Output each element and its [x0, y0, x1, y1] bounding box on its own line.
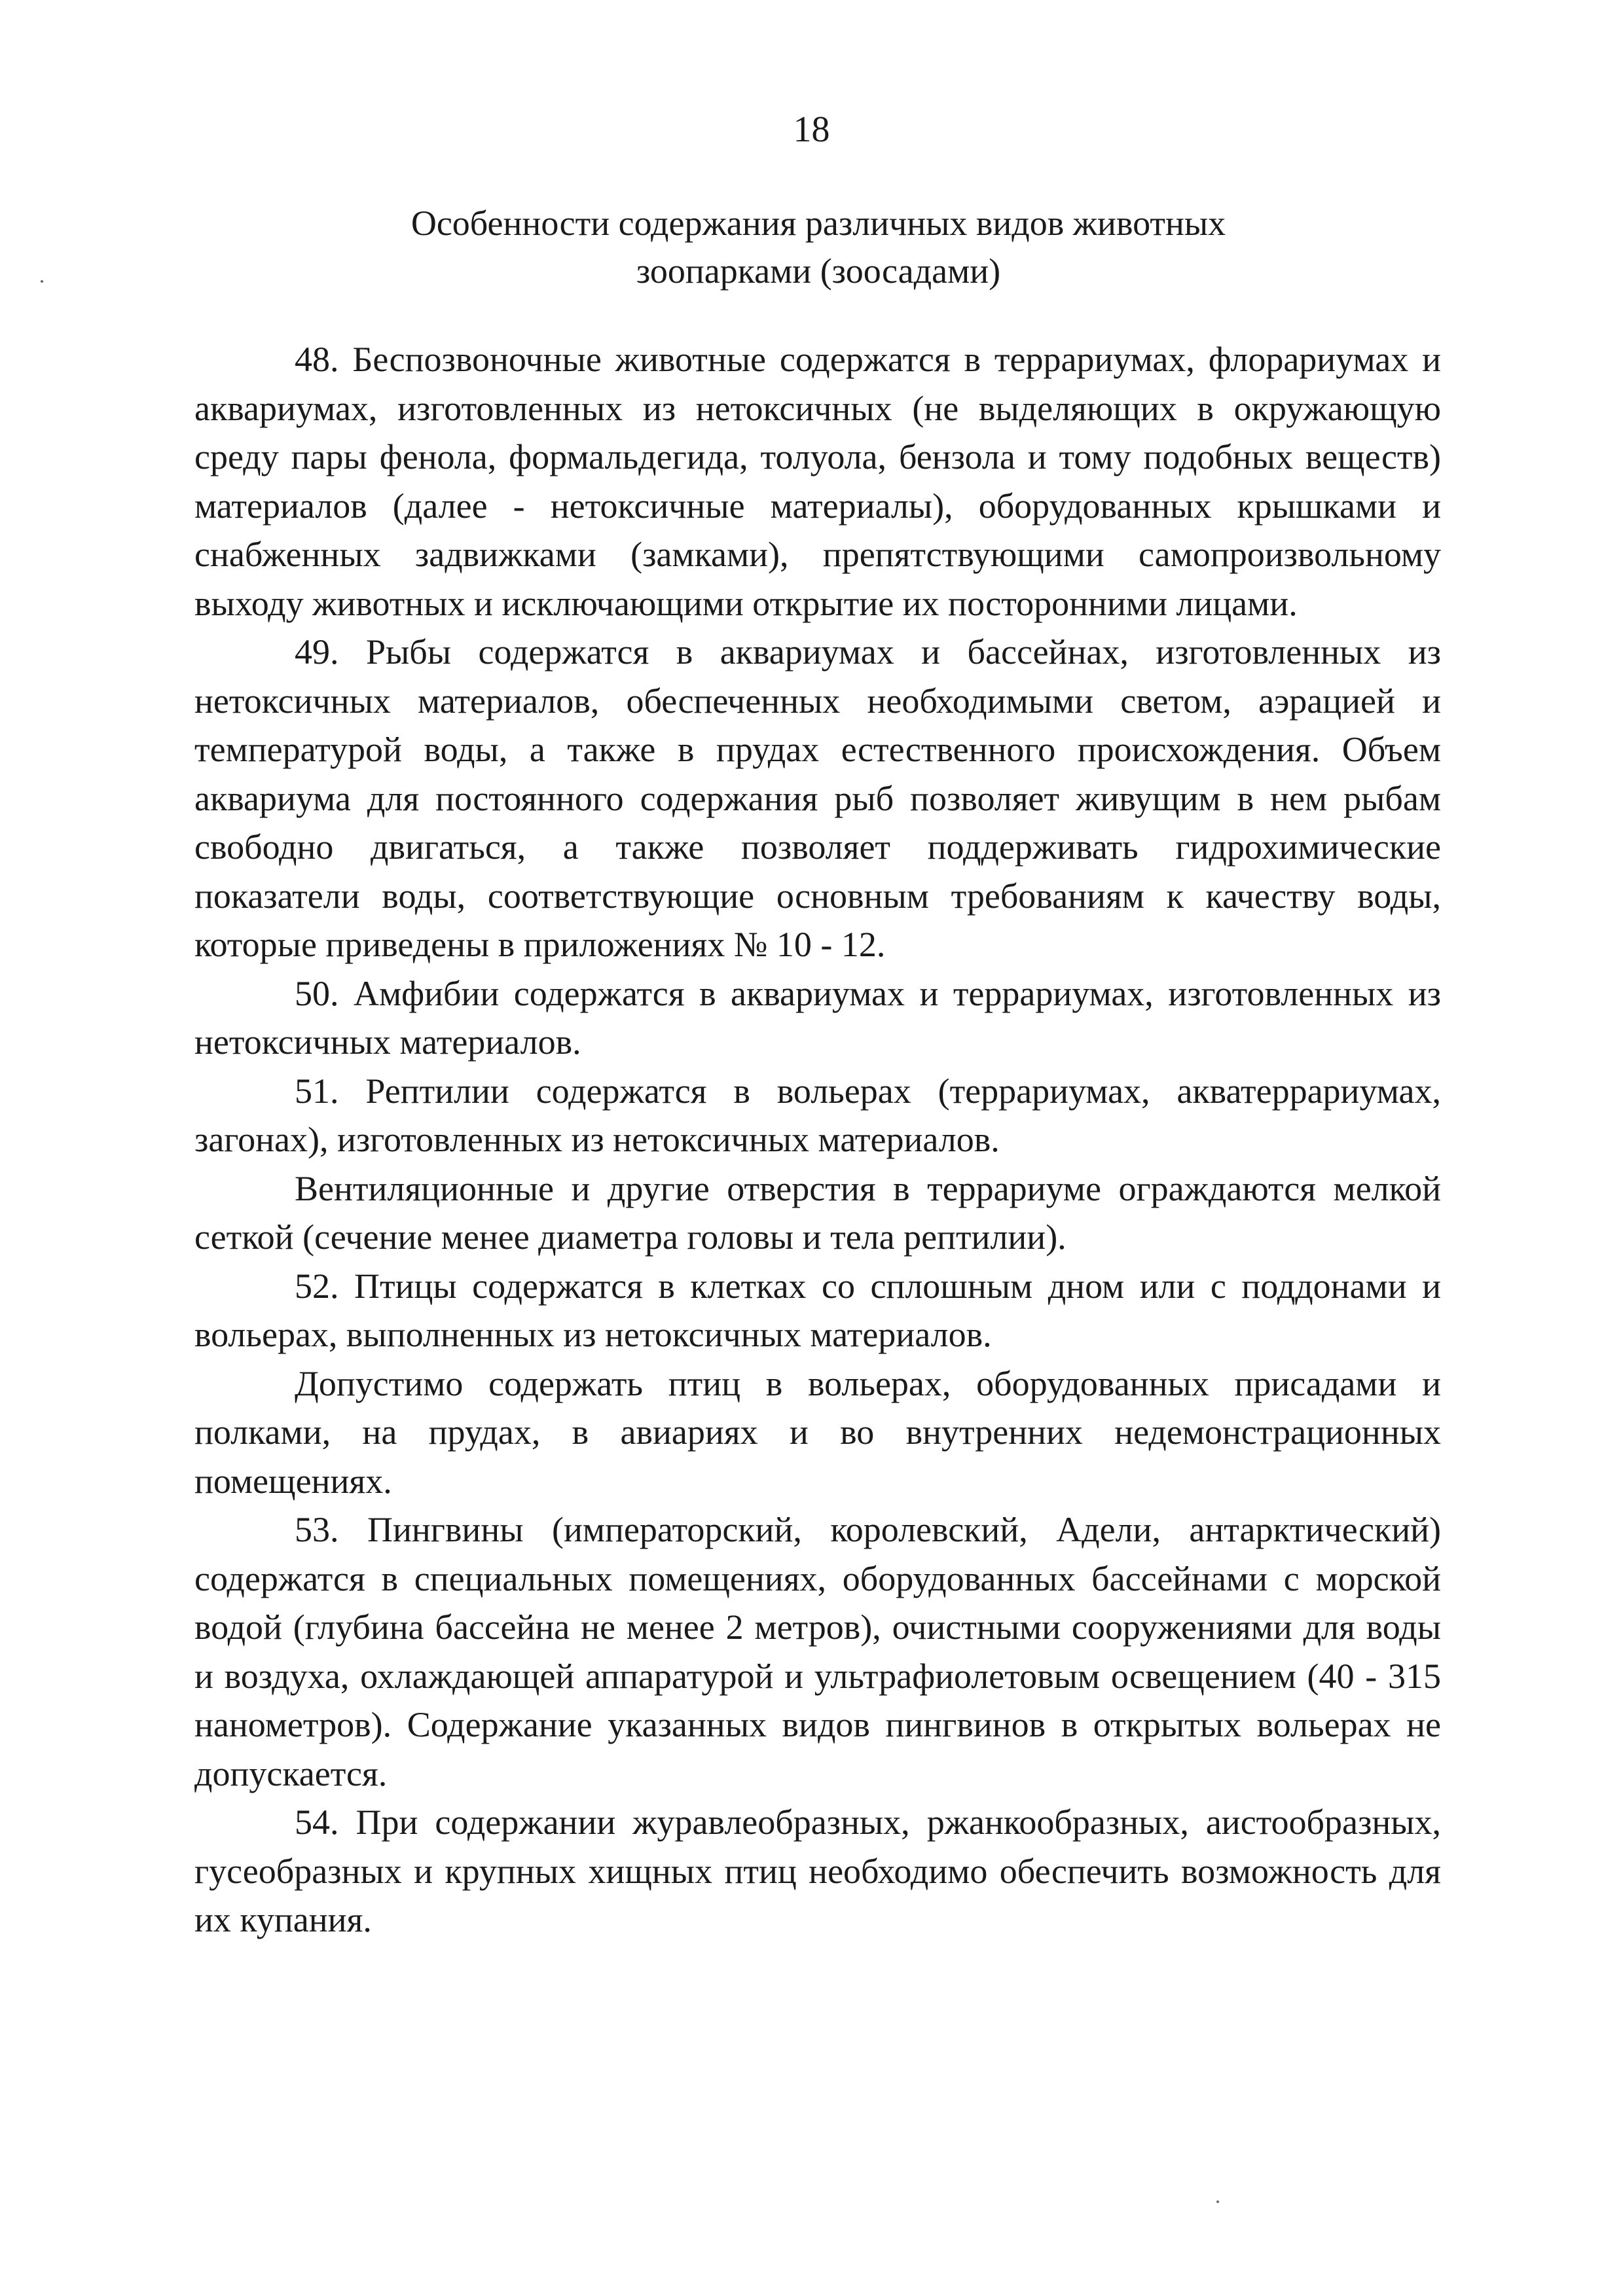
paragraph-53: 53. Пингвины (императорский, королевский, Адели, антарктический) содержатся в специальных помещениях, оборудованных бассейнами с морской водой (глубина бассейна не менее 2 метров), очистными сооружениями для воды и воздуха, охлаждающей аппаратурой и ультрафиолетовым освещением (40 - 315 нанометров). Содержание указанных видов пингвинов в открытых вольерах не допускается.	[194, 1510, 1441, 1793]
paragraph-50: 50. Амфибии содержатся в аквариумах и террариумах, изготовленных из нетоксичных материалов.	[194, 973, 1441, 1062]
paragraph-49: 49. Рыбы содержатся в аквариумах и бассейнах, изготовленных из нетоксичных материалов, обеспеченных необходимыми светом, аэрацией и температурой воды, а также в прудах естественного происхождения. Объем аквариума для постоянного содержания рыб позволяет живущим в нем рыбам свободно двигаться, а также позволяет поддерживать гидрохимические показатели воды, соответствующие основным требованиям к качеству воды, которые приведены в приложениях № 10 - 12.	[194, 632, 1441, 964]
page-number: 18	[793, 109, 830, 150]
scan-speck	[41, 280, 43, 283]
paragraph-51: 51. Рептилии содержатся в вольерах (террариумах, акватеррариумах, загонах), изготовленных из нетоксичных материалов.	[194, 1071, 1441, 1159]
section-title-line-2: зоопарками (зоосадами)	[636, 251, 1001, 291]
body-text	[194, 335, 1441, 1945]
paragraph-54: 54. При содержании журавлеобразных, ржанкообразных, аистообразных, гусеобразных и крупных хищных птиц необходимо обеспечить возможность для их купания.	[194, 1803, 1441, 1939]
paragraph-52: 52. Птицы содержатся в клетках со сплошным дном или с поддонами и вольерах, выполненных из нетоксичных материалов.	[194, 1266, 1441, 1354]
section-title	[196, 200, 1440, 295]
paragraph-48: 48. Беспозвоночные животные содержатся в террариумах, флорариумах и аквариумах, изготовленных из нетоксичных (не выделяющих в окружающую среду пары фенола, формальдегида, толуола, бензола и тому подобных веществ) материалов (далее - нетоксичные материалы), оборудованных крышками и снабженных задвижками (замками), препятствующими самопроизвольному выходу животных и исключающими открытие их посторонними лицами.	[194, 340, 1441, 623]
paragraph-52-aviaries: Допустимо содержать птиц в вольерах, оборудованных присадами и полками, на прудах, в авиариях и во внутренних недемонстрационных помещениях.	[194, 1363, 1441, 1501]
paragraph-51-ventilation: Вентиляционные и другие отверстия в террариуме ограждаются мелкой сеткой (сечение менее диаметра головы и тела рептилии).	[194, 1168, 1441, 1257]
scan-speck	[1216, 2200, 1219, 2203]
section-title-line-1: Особенности содержания различных видов животных	[410, 204, 1226, 243]
